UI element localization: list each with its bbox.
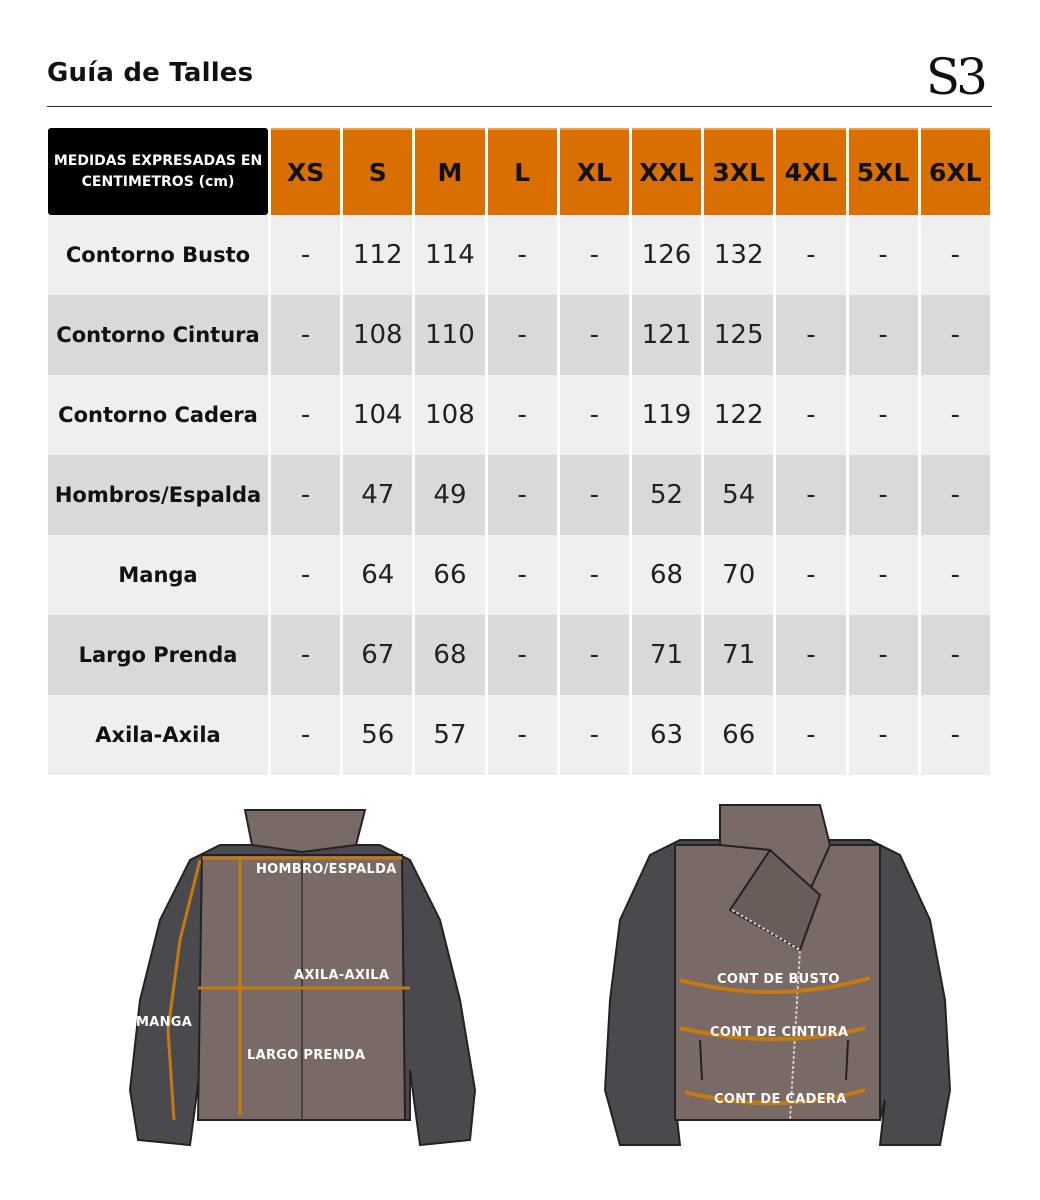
jacket-illustration [120, 800, 960, 1180]
table-cell: - [560, 215, 629, 295]
table-cell: 71 [704, 615, 773, 695]
table-cell: 108 [343, 295, 412, 375]
label-cont-cintura: CONT DE CINTURA [710, 1025, 849, 1040]
label-largo-prenda: LARGO PRENDA [247, 1048, 366, 1063]
table-cell: - [921, 535, 990, 615]
table-cell: 132 [704, 215, 773, 295]
table-cell: - [488, 695, 557, 775]
table-cell: 66 [704, 695, 773, 775]
table-cell: - [921, 375, 990, 455]
table-cell: - [849, 455, 918, 535]
table-cell: - [271, 535, 340, 615]
table-cell: - [271, 695, 340, 775]
row-label: Contorno Cintura [48, 295, 268, 375]
table-cell: - [776, 295, 845, 375]
table-cell: 57 [415, 695, 484, 775]
table-cell: 52 [632, 455, 701, 535]
table-cell: - [921, 295, 990, 375]
brand-logo: S3 [925, 48, 984, 106]
table-cell: - [921, 695, 990, 775]
table-cell: - [849, 295, 918, 375]
size-header: 6XL [921, 128, 990, 215]
page-title: Guía de Talles [47, 58, 254, 88]
table-cell: - [488, 455, 557, 535]
size-header: M [415, 128, 484, 215]
header-divider [47, 106, 992, 107]
size-header: XS [271, 128, 340, 215]
table-cell: 125 [704, 295, 773, 375]
row-label: Contorno Busto [48, 215, 268, 295]
size-header: XXL [632, 128, 701, 215]
table-cell: 49 [415, 455, 484, 535]
table-cell: 67 [343, 615, 412, 695]
size-header: 5XL [849, 128, 918, 215]
table-cell: - [776, 695, 845, 775]
label-axila-axila: AXILA-AXILA [294, 968, 390, 983]
jacket-diagrams [120, 800, 960, 1180]
table-cell: - [488, 535, 557, 615]
table-cell: - [849, 215, 918, 295]
row-label: Manga [48, 535, 268, 615]
table-cell: 119 [632, 375, 701, 455]
table-cell: - [776, 375, 845, 455]
table-cell: - [921, 615, 990, 695]
table-cell: 126 [632, 215, 701, 295]
table-cell: 114 [415, 215, 484, 295]
table-cell: - [271, 375, 340, 455]
size-header: 3XL [704, 128, 773, 215]
table-cell: - [849, 695, 918, 775]
table-cell: 68 [415, 615, 484, 695]
size-header: XL [560, 128, 629, 215]
table-cell: - [560, 535, 629, 615]
label-hombro-espalda: HOMBRO/ESPALDA [256, 862, 397, 877]
table-cell: - [560, 375, 629, 455]
table-cell: 110 [415, 295, 484, 375]
size-header: L [488, 128, 557, 215]
table-cell: - [560, 295, 629, 375]
table-cell: - [271, 455, 340, 535]
table-cell: 54 [704, 455, 773, 535]
table-cell: - [560, 695, 629, 775]
table-cell: 47 [343, 455, 412, 535]
table-cell: 108 [415, 375, 484, 455]
table-cell: 71 [632, 615, 701, 695]
table-cell: - [271, 295, 340, 375]
table-cell: 70 [704, 535, 773, 615]
table-cell: - [849, 615, 918, 695]
size-header: 4XL [776, 128, 845, 215]
row-label: Largo Prenda [48, 615, 268, 695]
table-cell: - [849, 375, 918, 455]
table-cell: - [560, 615, 629, 695]
table-cell: 104 [343, 375, 412, 455]
table-cell: 121 [632, 295, 701, 375]
table-cell: 68 [632, 535, 701, 615]
table-cell: 64 [343, 535, 412, 615]
label-manga: MANGA [136, 1015, 193, 1030]
table-cell: - [849, 535, 918, 615]
table-cell: 56 [343, 695, 412, 775]
table-cell: - [776, 455, 845, 535]
table-cell: - [921, 455, 990, 535]
label-cont-cadera: CONT DE CADERA [714, 1092, 847, 1107]
size-header: S [343, 128, 412, 215]
table-cell: 63 [632, 695, 701, 775]
row-label: Axila-Axila [48, 695, 268, 775]
table-cell: 112 [343, 215, 412, 295]
size-table [48, 128, 993, 775]
table-cell: - [488, 375, 557, 455]
table-cell: - [560, 455, 629, 535]
row-label: Hombros/Espalda [48, 455, 268, 535]
table-cell: - [488, 215, 557, 295]
row-label: Contorno Cadera [48, 375, 268, 455]
table-cell: - [776, 535, 845, 615]
table-cell: - [776, 215, 845, 295]
table-cell: - [488, 295, 557, 375]
table-cell: - [271, 215, 340, 295]
table-cell: - [776, 615, 845, 695]
table-cell: 122 [704, 375, 773, 455]
table-cell: - [921, 215, 990, 295]
label-cont-busto: CONT DE BUSTO [717, 972, 840, 987]
table-cell: - [488, 615, 557, 695]
table-cell: 66 [415, 535, 484, 615]
table-corner-label: MEDIDAS EXPRESADAS EN CENTIMETROS (cm) [48, 128, 268, 215]
table-cell: - [271, 615, 340, 695]
